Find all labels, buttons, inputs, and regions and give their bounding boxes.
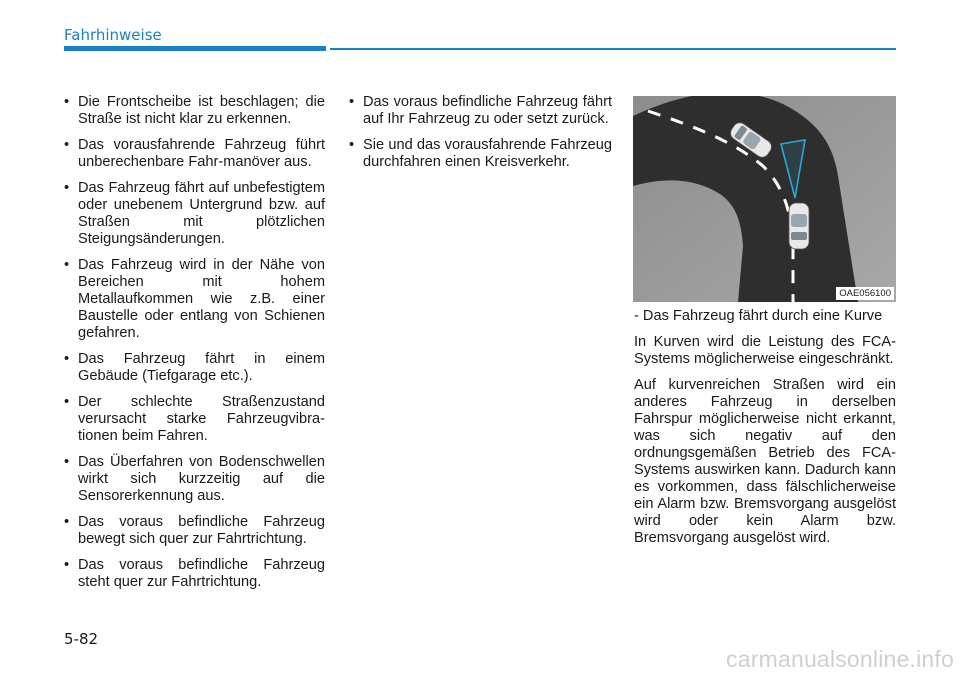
- middle-bullet-list: [349, 94, 612, 180]
- list-item: • Der schlechte Straßenzustand verursacht starke Fahrzeugvibra-tionen beim Fahren.: [64, 394, 325, 445]
- left-bullet-list: [64, 94, 325, 600]
- section-title: Fahrhinweise: [64, 26, 162, 44]
- own-car: [789, 203, 809, 249]
- watermark: carmanualsonline.info: [726, 646, 954, 672]
- curve-subheading: - Das Fahrzeug fährt durch eine Kurve: [634, 308, 883, 324]
- curve-road-graphic: [633, 96, 896, 302]
- header-rule-thin: [330, 48, 896, 50]
- figure-code: OAE056100: [836, 287, 894, 300]
- list-item: • Sie und das vorausfahrende Fahrzeug durchfahren einen Kreisverkehr.: [349, 137, 612, 171]
- curve-illustration: [633, 96, 896, 302]
- paragraph: Auf kurvenreichen Straßen wird ein anderes Fahrzeug in derselben Fahrspur möglicherweise nicht erkannt, was sich negativ auf den ordnungsgemäßen Betrieb des FCA-Systems auswirken kann. Dadurch kann es vorkommen, dass fälschlicherweise ein Alarm bzw. Bremsvorgang ausgelöst wird oder kein Alarm bzw. Bremsvorgang ausgelöst wird.: [634, 377, 896, 546]
- header-rule-thick: [64, 46, 326, 51]
- list-item: • Das Fahrzeug fährt in einem Gebäude (Tiefgarage etc.).: [64, 351, 325, 385]
- page-number: 5-82: [64, 630, 99, 648]
- list-item: • Das voraus befindliche Fahrzeug steht quer zur Fahrtrichtung.: [64, 557, 325, 591]
- list-item: • Das voraus befindliche Fahrzeug bewegt sich quer zur Fahrtrichtung.: [64, 514, 325, 548]
- list-item: • Das Fahrzeug fährt auf unbefestigtem oder unebenem Untergrund bzw. auf Straßen mit plötzlichen Steigungsänderungen.: [64, 180, 325, 248]
- list-item: • Das Fahrzeug wird in der Nähe von Bereichen mit hohem Metallaufkommen wie z.B. einer Baustelle oder entlang von Schienen gefahren.: [64, 257, 325, 342]
- list-item: • Das voraus befindliche Fahrzeug fährt auf Ihr Fahrzeug zu oder setzt zurück.: [349, 94, 612, 128]
- list-item: • Das Überfahren von Bodenschwellen wirkt sich kurzzeitig auf die Sensorerkennung aus.: [64, 454, 325, 505]
- paragraph: In Kurven wird die Leistung des FCA-Systems möglicherweise eingeschränkt.: [634, 334, 896, 367]
- right-text-block: [634, 308, 896, 556]
- list-item: • Das vorausfahrende Fahrzeug führt unberechenbare Fahr-manöver aus.: [64, 137, 325, 171]
- list-item: • Die Frontscheibe ist beschlagen; die Straße ist nicht klar zu erkennen.: [64, 94, 325, 128]
